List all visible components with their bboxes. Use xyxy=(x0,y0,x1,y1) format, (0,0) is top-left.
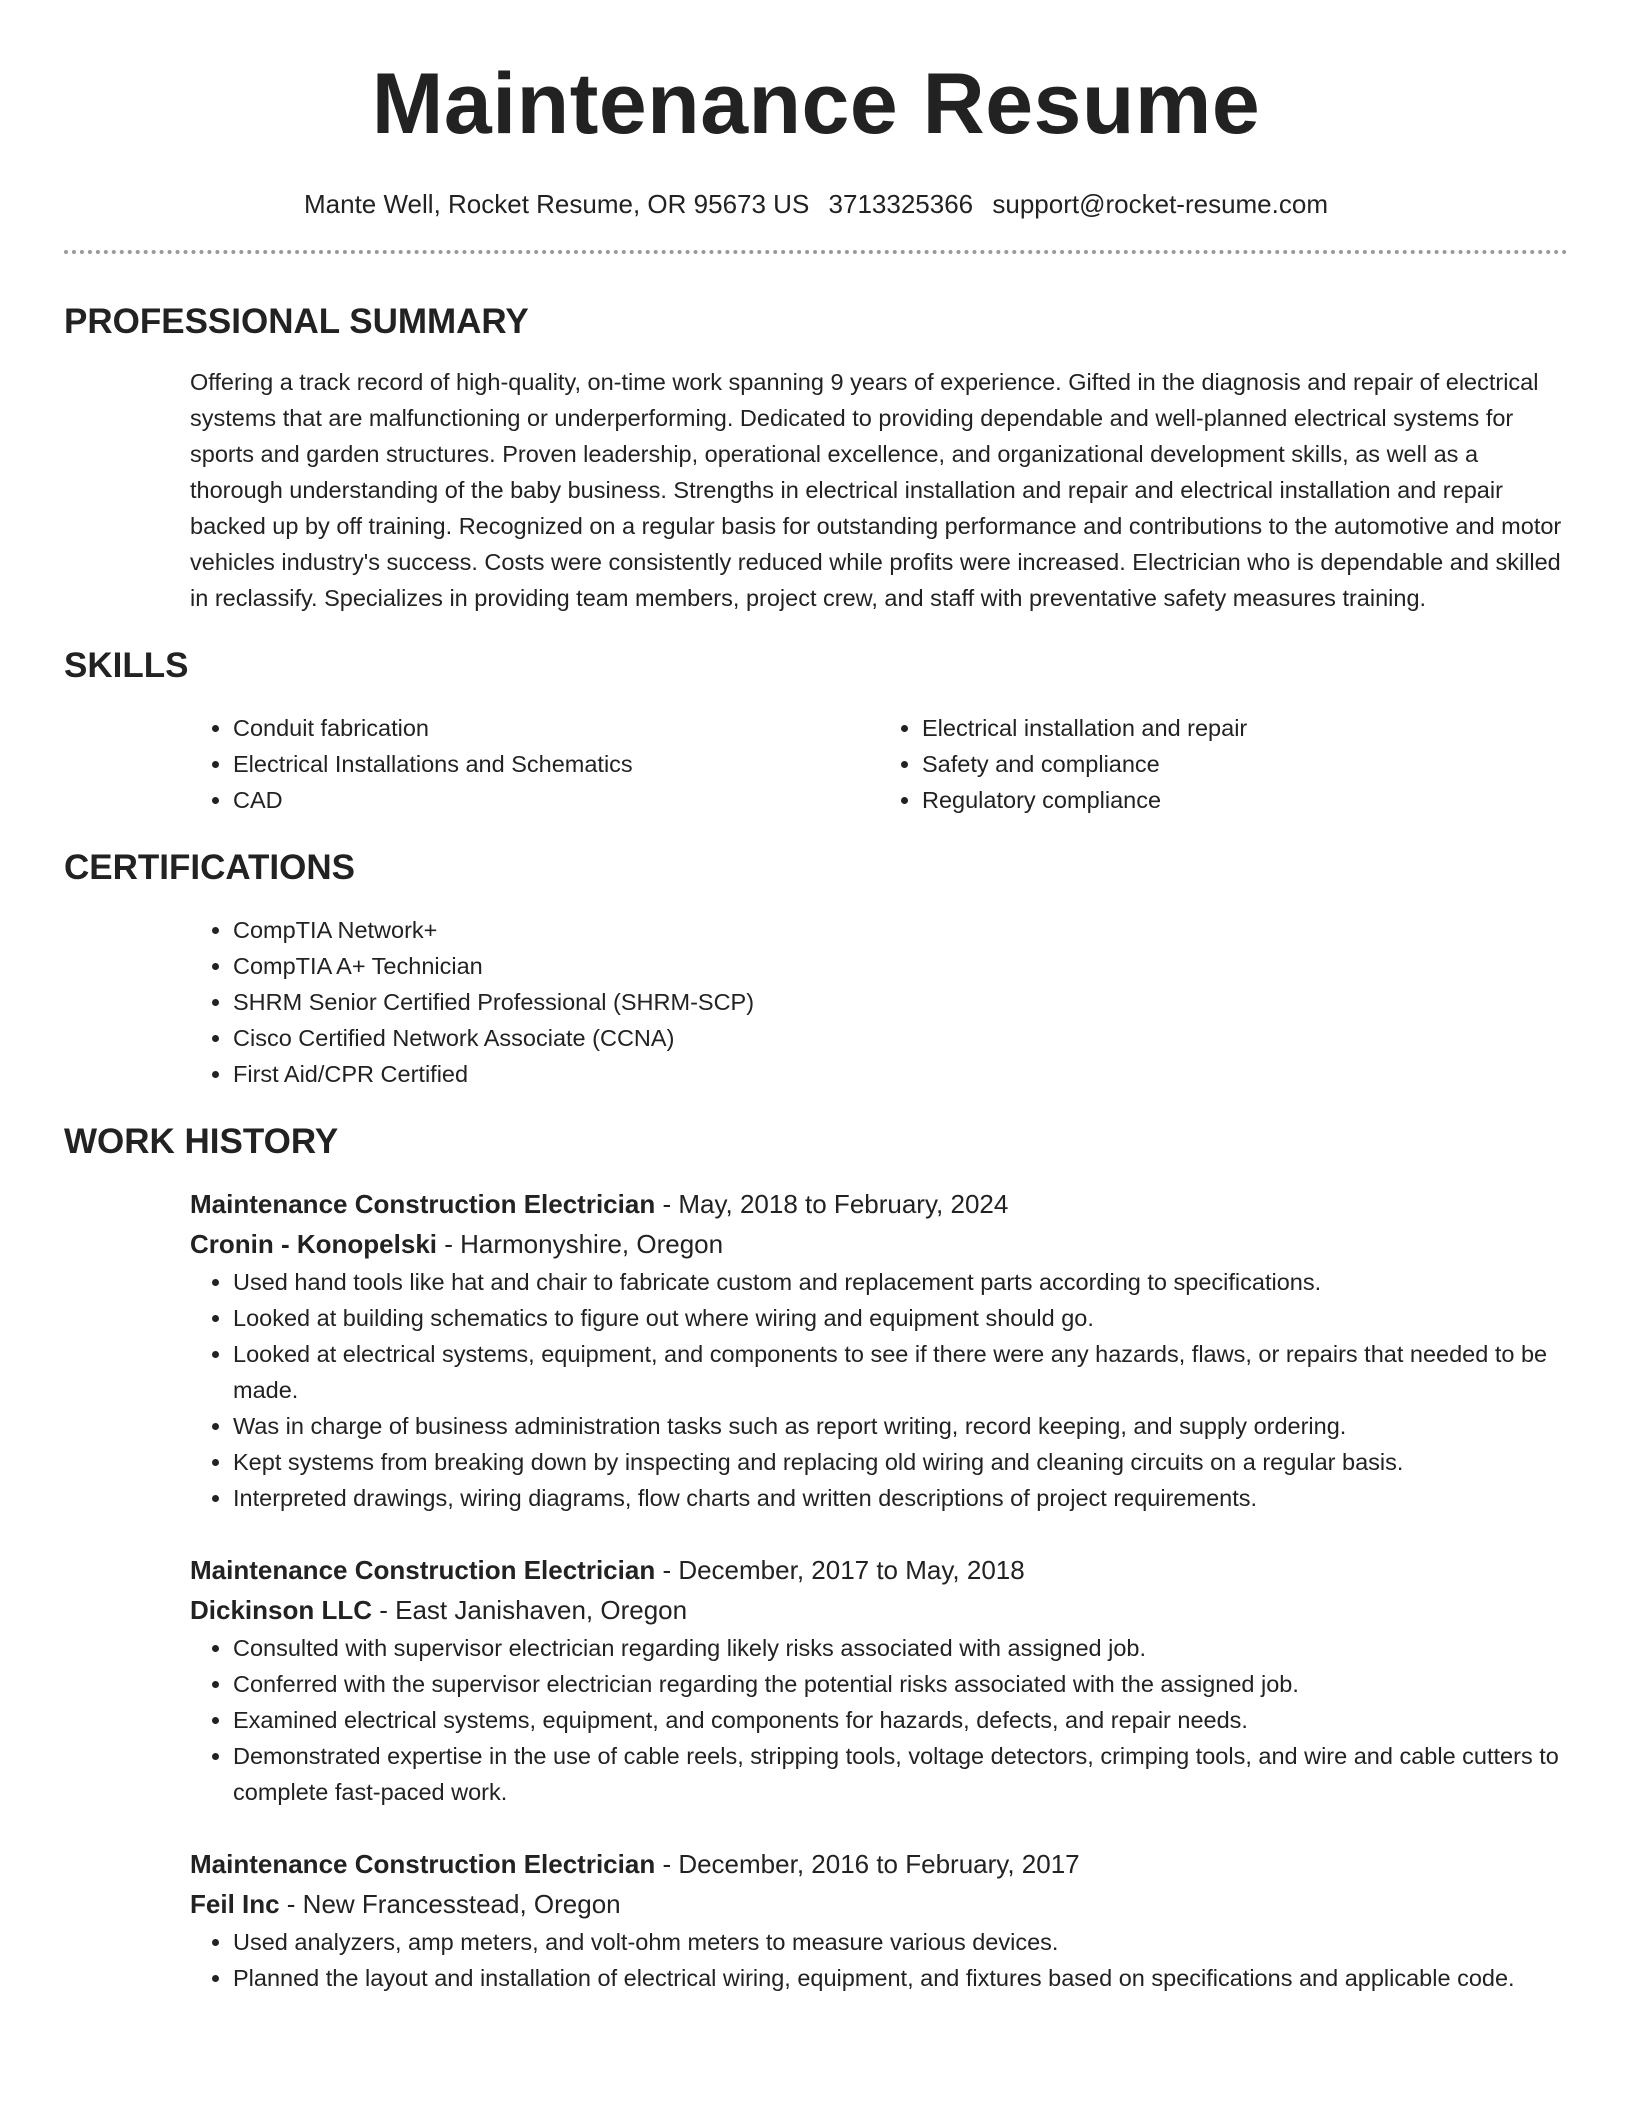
job-title-line xyxy=(190,1184,1568,1224)
skills-list-right xyxy=(879,710,1568,818)
certification-item: • CompTIA A+ Technician xyxy=(233,948,1568,984)
job-bullet: • Planned the layout and installation of electrical wiring, equipment, and fixtures based on specifications and applicable code. xyxy=(233,1960,1568,1996)
job-bullet: • Used hand tools like hat and chair to fabricate custom and replacement parts according to specifications. xyxy=(233,1264,1568,1300)
certifications-list xyxy=(190,912,1568,1092)
contact-email: support@rocket-resume.com xyxy=(992,189,1328,219)
job-company: Cronin - Konopelski xyxy=(190,1229,437,1259)
work-history-heading: WORK HISTORY xyxy=(64,1122,339,1161)
skill-item: • Conduit fabrication xyxy=(233,710,879,746)
skills-heading: SKILLS xyxy=(64,646,189,685)
skill-item: • Electrical installation and repair xyxy=(922,710,1568,746)
contact-phone: 3713325366 xyxy=(828,189,974,219)
skills-columns xyxy=(190,710,1568,818)
job-title-line xyxy=(190,1844,1568,1884)
skill-item: • CAD xyxy=(233,782,879,818)
job-bullet: • Used analyzers, amp meters, and volt-ohm meters to measure various devices. xyxy=(233,1924,1568,1960)
job-title-line xyxy=(190,1550,1568,1590)
job-bullet: • Conferred with the supervisor electrician regarding the potential risks associated with the assigned job. xyxy=(233,1666,1568,1702)
skill-item: • Safety and compliance xyxy=(922,746,1568,782)
job-bullet: • Looked at electrical systems, equipment, and components to see if there were any hazards, flaws, or repairs that needed to be made. xyxy=(233,1336,1568,1408)
skill-item: • Regulatory compliance xyxy=(922,782,1568,818)
job-company-line xyxy=(190,1590,1568,1630)
job-dates: - May, 2018 to February, 2024 xyxy=(655,1189,1009,1219)
job-bullet-list xyxy=(190,1924,1568,1996)
certifications-block xyxy=(190,912,1568,1092)
summary-text: Offering a track record of high-quality, on-time work spanning 9 years of experience. Gifted in the diagnosis and repair of electrical systems that are malfunctioning or underperforming. Dedicated to providing dependable and well-planned electrical systems for sports and garden structures. Proven leadership, operational excellence, and organizational development skills, as well as a thorough understanding of the baby business. Strengths in electrical installation and repair and electrical installation and repair backed up by off training. Recognized on a regular basis for outstanding performance and contributions to the automotive and motor vehicles industry's success. Costs were consistently reduced while profits were increased. Electrician who is dependable and skilled in reclassify. Specializes in providing team members, project crew, and staff with preventative safety measures training. xyxy=(190,369,1562,611)
certification-item: • SHRM Senior Certified Professional (SHRM-SCP) xyxy=(233,984,1568,1020)
job-bullet: • Examined electrical systems, equipment, and components for hazards, defects, and repair needs. xyxy=(233,1702,1568,1738)
skill-item: • Electrical Installations and Schematics xyxy=(233,746,879,782)
contact-line xyxy=(64,188,1568,220)
job-bullet: • Was in charge of business administration tasks such as report writing, record keeping, and supply ordering. xyxy=(233,1408,1568,1444)
skills-list-left xyxy=(190,710,879,818)
certification-item: • First Aid/CPR Certified xyxy=(233,1056,1568,1092)
job-company-line xyxy=(190,1884,1568,1924)
job-title: Maintenance Construction Electrician xyxy=(190,1849,656,1879)
job-dates: - December, 2016 to February, 2017 xyxy=(655,1849,1080,1879)
job-company: Feil Inc xyxy=(190,1889,280,1919)
job-entry xyxy=(190,1550,1568,1810)
job-location: - New Francesstead, Oregon xyxy=(279,1889,621,1919)
job-title: Maintenance Construction Electrician xyxy=(190,1189,656,1219)
job-bullet: • Consulted with supervisor electrician regarding likely risks associated with assigned job. xyxy=(233,1630,1568,1666)
header-divider xyxy=(64,250,1568,254)
job-bullet-list xyxy=(190,1264,1568,1516)
job-bullet: • Looked at building schematics to figure out where wiring and equipment should go. xyxy=(233,1300,1568,1336)
job-title: Maintenance Construction Electrician xyxy=(190,1555,656,1585)
certification-item: • Cisco Certified Network Associate (CCNA) xyxy=(233,1020,1568,1056)
certifications-heading: CERTIFICATIONS xyxy=(64,848,356,887)
job-entry xyxy=(190,1844,1568,1996)
job-location: - East Janishaven, Oregon xyxy=(372,1595,688,1625)
job-bullet: • Kept systems from breaking down by inspecting and replacing old wiring and cleaning circuits on a regular basis. xyxy=(233,1444,1568,1480)
job-bullet-list xyxy=(190,1630,1568,1810)
resume-title: Maintenance Resume xyxy=(371,56,1261,152)
summary-heading: PROFESSIONAL SUMMARY xyxy=(64,302,529,341)
job-bullet: • Interpreted drawings, wiring diagrams, flow charts and written descriptions of project requirements. xyxy=(233,1480,1568,1516)
job-company: Dickinson LLC xyxy=(190,1595,373,1625)
contact-address: Mante Well, Rocket Resume, OR 95673 US xyxy=(304,189,810,219)
job-company-line xyxy=(190,1224,1568,1264)
job-entry xyxy=(190,1184,1568,1516)
job-bullet: • Demonstrated expertise in the use of cable reels, stripping tools, voltage detectors, crimping tools, and wire and cable cutters to complete fast-paced work. xyxy=(233,1738,1568,1810)
certification-item: • CompTIA Network+ xyxy=(233,912,1568,948)
job-dates: - December, 2017 to May, 2018 xyxy=(655,1555,1025,1585)
job-location: - Harmonyshire, Oregon xyxy=(437,1229,724,1259)
